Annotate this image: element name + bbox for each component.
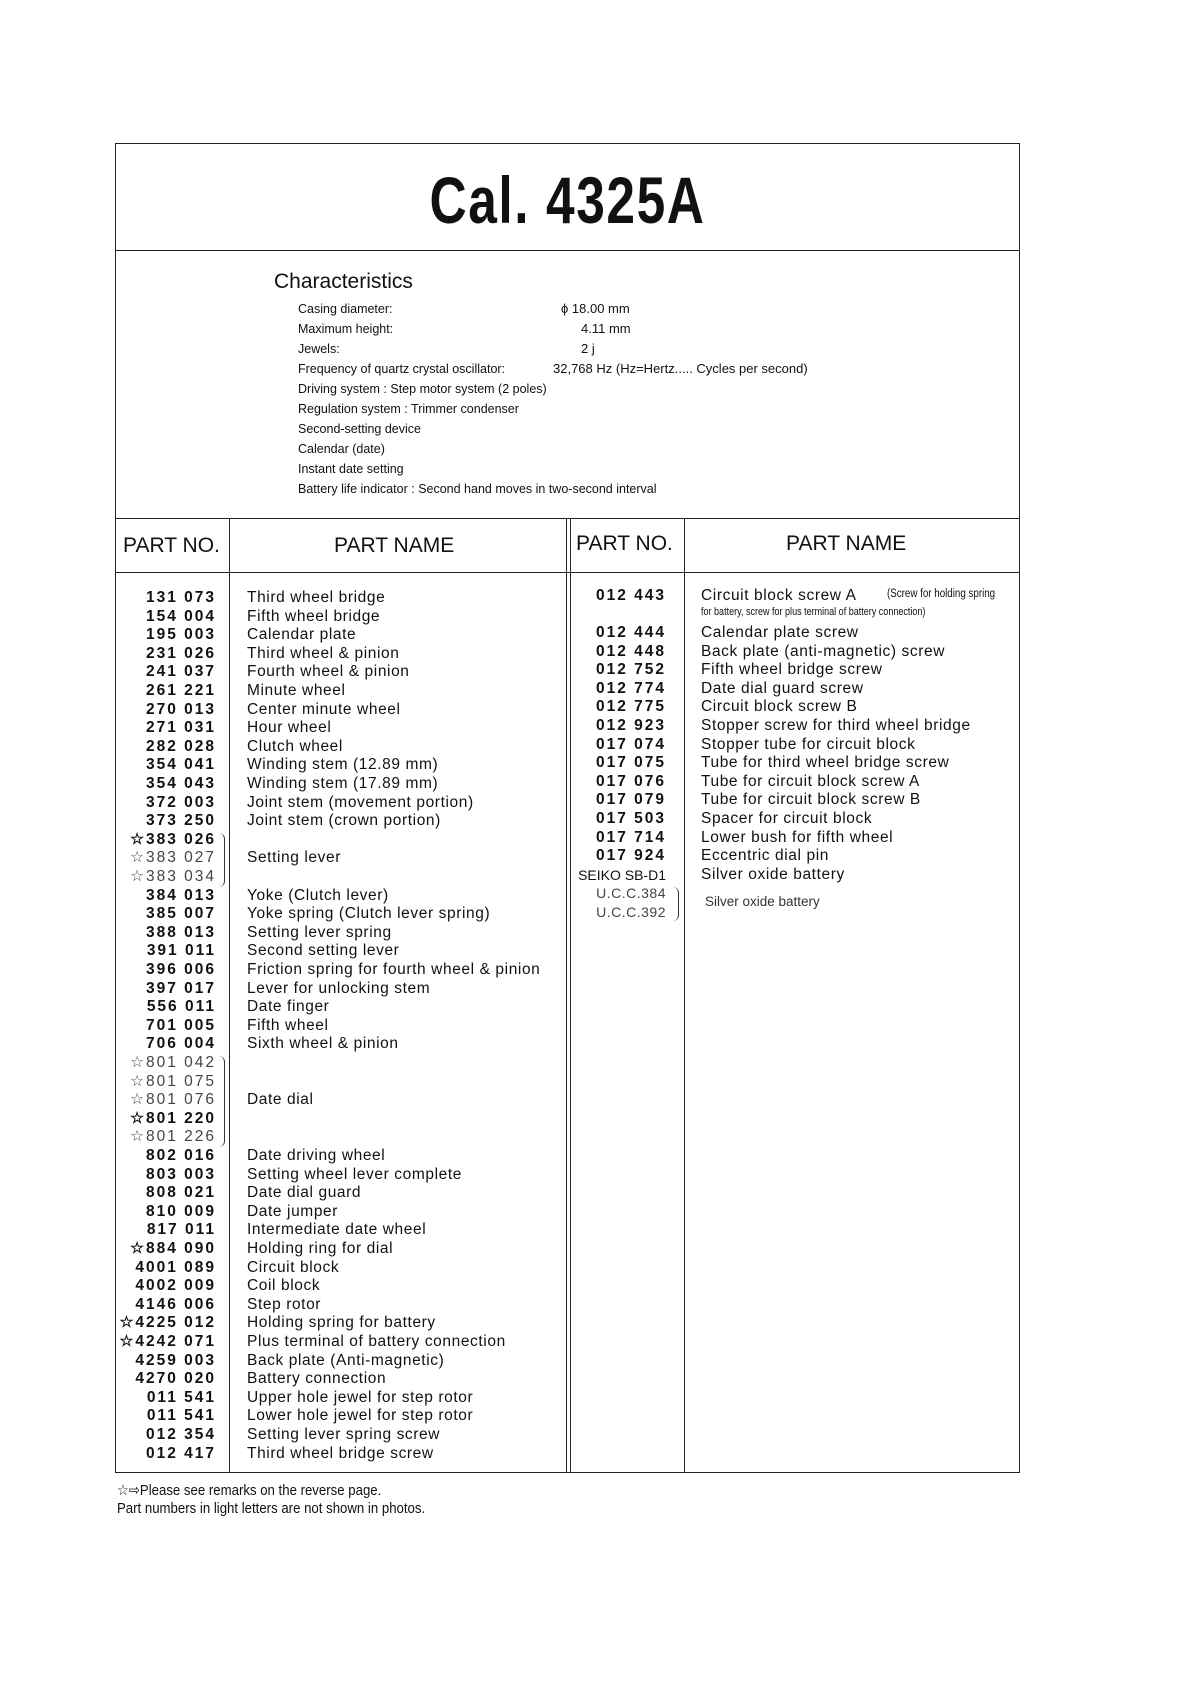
characteristic-value: 2 j <box>581 341 595 356</box>
characteristic-label: Maximum height: <box>298 322 394 336</box>
part-number: 012 752 <box>595 661 666 679</box>
part-number: SEIKO SB-D1 <box>578 866 666 883</box>
part-number: 017 503 <box>595 810 666 827</box>
part-name: Back plate (Anti-magnetic) <box>247 1351 445 1369</box>
part-name: Date dial guard screw <box>701 679 864 697</box>
part-name: Friction spring for fourth wheel & pinion <box>247 961 541 978</box>
part-name: Setting wheel lever complete <box>247 1165 462 1183</box>
characteristic-label: Frequency of quartz crystal oscillator: <box>298 362 506 376</box>
part-number: ☆383 026 <box>130 830 216 848</box>
part-name: Second setting lever <box>247 942 400 960</box>
part-name: Coil block <box>247 1277 321 1295</box>
part-number: 012 443 <box>595 587 666 604</box>
characteristic-value: 4.11 mm <box>581 321 631 336</box>
battery-brace <box>673 887 679 921</box>
part-number: 4002 009 <box>135 1277 216 1295</box>
footer-remark: ☆⇨Please see remarks on the reverse page. <box>117 1482 382 1499</box>
part-name: Date dial guard <box>247 1184 362 1202</box>
part-number: 017 075 <box>595 754 666 772</box>
part-name: Spacer for circuit block <box>701 810 873 827</box>
part-name: Back plate (anti-magnetic) screw <box>701 642 946 660</box>
part-name: Fourth wheel & pinion <box>247 663 410 681</box>
part-number: 817 011 <box>146 1221 216 1239</box>
characteristics-heading: Characteristics <box>274 270 413 293</box>
part-number: 4001 089 <box>135 1258 216 1276</box>
characteristic-label: Instant date setting <box>298 462 404 476</box>
part-name: Setting lever <box>247 849 341 867</box>
characteristic-label: Regulation system : Trimmer condenser <box>298 402 519 416</box>
part-note: for battery, screw for plus terminal of battery connection) <box>701 606 926 618</box>
part-number: 706 004 <box>145 1035 216 1053</box>
part-number: 012 923 <box>595 717 666 734</box>
part-number: 011 541 <box>146 1388 216 1406</box>
date-dial-brace <box>219 1056 225 1147</box>
part-number: ☆4242 071 <box>119 1333 216 1350</box>
part-number: 701 005 <box>145 1016 216 1034</box>
column-divider <box>229 518 230 1472</box>
part-number: ☆801 075 <box>130 1072 216 1090</box>
part-number: 354 041 <box>145 756 216 774</box>
part-number: 261 221 <box>145 682 216 699</box>
part-name: Intermediate date wheel <box>247 1221 427 1239</box>
part-name: Sixth wheel & pinion <box>247 1035 399 1053</box>
parts-list-table <box>115 143 1020 1473</box>
characteristic-label: Battery life indicator : Second hand moves in two-second interval <box>298 482 657 496</box>
part-number: ☆801 226 <box>130 1128 216 1146</box>
part-number: 241 037 <box>145 663 216 681</box>
header-part-no-left: PART NO. <box>123 534 220 557</box>
caliber-title: Cal. 4325A <box>429 163 706 237</box>
part-number: 556 011 <box>146 998 216 1016</box>
part-note: (Screw for holding spring <box>887 588 996 600</box>
part-name: Lever for unlocking stem <box>247 979 431 997</box>
part-name: Winding stem (17.89 mm) <box>247 775 439 792</box>
part-number: 372 003 <box>145 793 216 811</box>
characteristic-value: 32,768 Hz (Hz=Hertz..... Cycles per second) <box>553 361 808 376</box>
part-name: Tube for circuit block screw B <box>701 791 921 809</box>
part-name: Circuit block <box>247 1258 340 1276</box>
part-number: 017 714 <box>595 828 666 846</box>
part-number: 808 021 <box>145 1184 216 1202</box>
footer-note: Part numbers in light letters are not shown in photos. <box>117 1500 426 1517</box>
part-name: Step rotor <box>247 1295 322 1313</box>
part-number: 803 003 <box>145 1165 216 1183</box>
part-name: Calendar plate screw <box>701 624 859 641</box>
part-name: Third wheel bridge screw <box>247 1444 434 1462</box>
part-name: Date jumper <box>247 1202 339 1220</box>
part-number: 810 009 <box>145 1202 216 1220</box>
part-name: Hour wheel <box>247 719 332 737</box>
part-number: ☆383 034 <box>130 868 216 885</box>
part-number: 012 774 <box>595 679 666 697</box>
characteristic-label: Driving system : Step motor system (2 poles) <box>298 382 547 396</box>
part-name: Stopper tube for circuit block <box>701 735 916 753</box>
part-name: Center minute wheel <box>247 700 401 718</box>
part-number: 154 004 <box>145 607 216 625</box>
setting-lever-brace <box>219 833 225 887</box>
part-number: 270 013 <box>145 700 216 718</box>
part-name: Plus terminal of battery connection <box>247 1333 506 1350</box>
part-number: ☆801 220 <box>130 1109 216 1127</box>
part-number: 017 924 <box>595 847 666 865</box>
part-name: Yoke spring (Clutch lever spring) <box>247 905 491 923</box>
part-name: Joint stem (crown portion) <box>247 812 441 830</box>
part-number: 384 013 <box>145 886 216 904</box>
column-divider <box>684 518 685 1472</box>
part-number: 017 074 <box>595 735 666 753</box>
part-number: 4259 003 <box>135 1351 216 1369</box>
part-name: Silver oxide battery <box>701 865 845 883</box>
part-number: 017 076 <box>595 772 666 790</box>
characteristic-label: Jewels: <box>298 342 340 356</box>
part-number: 271 031 <box>145 719 216 737</box>
part-name: Battery connection <box>247 1370 387 1388</box>
divider <box>116 572 1019 573</box>
part-number: 385 007 <box>145 905 216 923</box>
part-name: Holding spring for battery <box>247 1314 436 1332</box>
part-number: 012 448 <box>595 642 666 660</box>
part-name: Setting lever spring screw <box>247 1426 441 1443</box>
part-number: 012 417 <box>145 1444 216 1462</box>
part-number: 195 003 <box>145 626 216 644</box>
part-name: Minute wheel <box>247 682 346 699</box>
part-number: 011 541 <box>146 1407 216 1425</box>
divider <box>116 518 1019 519</box>
part-number: 802 016 <box>145 1147 216 1164</box>
part-number: 4270 020 <box>135 1370 216 1388</box>
part-name: Fifth wheel bridge <box>247 607 381 625</box>
part-number: ☆801 042 <box>130 1054 216 1071</box>
part-number: 373 250 <box>145 812 216 830</box>
characteristic-label: Second-setting device <box>298 422 421 436</box>
part-name: Fifth wheel <box>247 1016 329 1034</box>
characteristic-label: Casing diameter: <box>298 302 393 316</box>
part-name: Date driving wheel <box>247 1147 386 1164</box>
part-number: 012 354 <box>145 1426 216 1443</box>
part-number: 012 775 <box>595 698 666 716</box>
divider <box>116 250 1019 251</box>
characteristic-value: ϕ 18.00 mm <box>561 301 630 316</box>
part-number: 4146 006 <box>135 1295 216 1313</box>
part-number: U.C.C.384 <box>596 885 666 902</box>
part-name: Date finger <box>247 998 330 1016</box>
part-name: Fifth wheel bridge screw <box>701 661 883 679</box>
part-name: Tube for circuit block screw A <box>701 772 920 790</box>
part-number: 012 444 <box>595 624 666 641</box>
part-number: 282 028 <box>145 737 216 755</box>
part-number: U.C.C.392 <box>596 904 666 920</box>
part-name: Date dial <box>247 1091 314 1109</box>
part-name: Circuit block screw A <box>701 587 857 604</box>
part-number: 354 043 <box>145 775 216 792</box>
part-name: Lower hole jewel for step rotor <box>247 1407 474 1425</box>
part-name: Lower bush for fifth wheel <box>701 828 894 846</box>
part-name: Clutch wheel <box>247 737 343 755</box>
part-name: Setting lever spring <box>247 923 392 941</box>
part-number: 396 006 <box>145 961 216 978</box>
part-number: ☆383 027 <box>130 849 216 867</box>
part-number: 388 013 <box>145 923 216 941</box>
part-number: ☆4225 012 <box>119 1314 216 1332</box>
part-number: ☆884 090 <box>130 1240 216 1257</box>
part-name: Stopper screw for third wheel bridge <box>701 717 971 734</box>
characteristic-label: Calendar (date) <box>298 442 385 456</box>
part-name: Third wheel & pinion <box>247 644 400 662</box>
part-name: Winding stem (12.89 mm) <box>247 756 439 774</box>
part-number: 131 073 <box>145 589 216 606</box>
part-number: 231 026 <box>145 644 216 662</box>
part-number: 017 079 <box>595 791 666 809</box>
part-number: 397 017 <box>145 979 216 997</box>
part-name: Tube for third wheel bridge screw <box>701 754 950 772</box>
part-name: Calendar plate <box>247 626 357 644</box>
header-part-name-right: PART NAME <box>786 532 907 555</box>
header-part-no-right: PART NO. <box>576 532 673 555</box>
part-number: ☆801 076 <box>130 1091 216 1109</box>
header-part-name-left: PART NAME <box>334 534 455 557</box>
part-name: Upper hole jewel for step rotor <box>247 1388 474 1406</box>
part-name: Circuit block screw B <box>701 698 858 716</box>
part-name: Joint stem (movement portion) <box>247 793 474 811</box>
part-number: 391 011 <box>146 942 216 960</box>
part-name: Third wheel bridge <box>247 589 386 606</box>
part-name: Yoke (Clutch lever) <box>247 886 389 904</box>
ucc-battery-name: Silver oxide battery <box>705 894 820 909</box>
part-name: Holding ring for dial <box>247 1240 394 1257</box>
part-name: Eccentric dial pin <box>701 847 829 865</box>
